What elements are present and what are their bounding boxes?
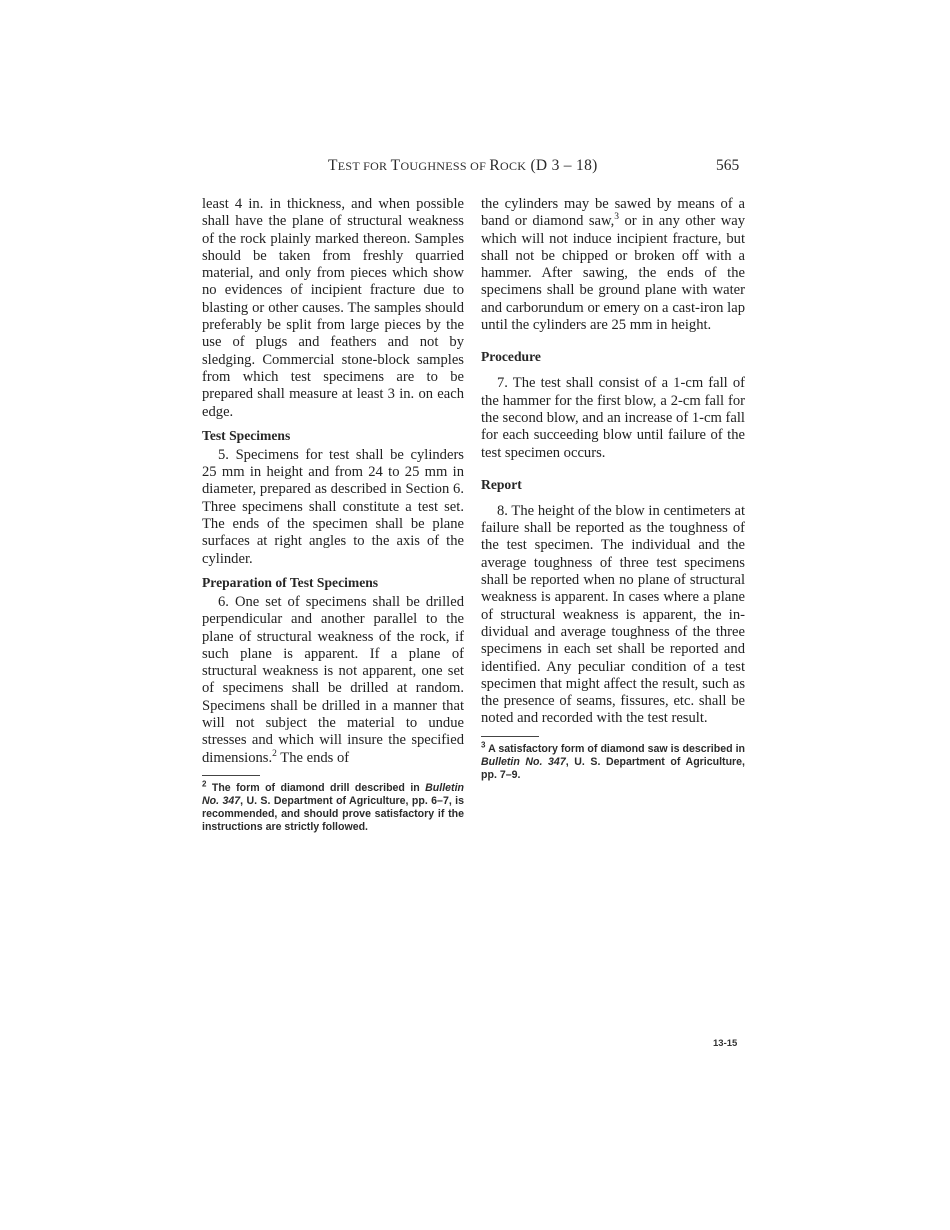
page-number: 565 [716, 157, 740, 174]
footnote-3-text-a: A satisfactory form of diamond saw is described in [485, 742, 745, 755]
left-column [202, 196, 464, 834]
footnote-2-bulletin-title: Bulletin No. 347 [202, 781, 464, 807]
running-head-word-2: OUGHNESS OF [400, 159, 490, 173]
paragraph-section-6-continuation [481, 196, 745, 334]
running-head-initial-2: T [390, 157, 401, 174]
paragraph-section-8: 8. The height of the blow in centimeters at failure shall be reported as the toughness of the test specimen. The individual and the average toughness of three test specimens shall be reported when no plane of structural weakness is apparent. In cases where a plane of structural weakness is apparent, the individual and average toughness of the three specimens in each set shall be reported and identified. Any peculiar condition of a test specimen that might affect the result, such as the presence of seams, fissures, etc. shall be noted and recorded with the test result. [481, 502, 745, 727]
standard-designation: (D 3 – 18) [526, 157, 598, 174]
paragraph-intro-continuation: least 4 in. in thickness, and when possible shall have the plane of structural weakness of the rock plainly marked thereon. Samples should be taken from freshly quarried material, and only from pieces which show no evidences of incipient fracture due to blasting or other causes. The samples should preferably be split from large pieces by the use of plugs and feathers and not by sledging. Commercial stone-block samples from which test specimens are to be prepared shall measure at least 3 in. on each edge. [202, 196, 464, 420]
sheet-identifier: 13-15 [713, 1038, 738, 1049]
heading-report: Report [481, 476, 522, 492]
paragraph-section-6 [202, 594, 464, 767]
footnote-2 [202, 779, 464, 834]
right-column [481, 196, 745, 782]
footnote-3-marker: 3 [481, 740, 486, 750]
footnote-3-bulletin-title: Bulletin No. 347 [481, 755, 566, 768]
footnote-2-marker: 2 [202, 779, 207, 789]
footnote-divider [202, 775, 260, 776]
running-head-word-1: EST FOR [337, 159, 391, 173]
footnote-3 [481, 740, 746, 782]
footnote-reference-2: 2 [272, 748, 277, 759]
footnote-2-text-a: The form of diamond drill described in [206, 781, 426, 794]
footnote-3-text-b: , U. S. Department of Agriculture, pp. 7–9. [481, 755, 746, 781]
paragraph-section-6-body: 6. One set of specimens shall be drilled perpendicular and another parallel to the plane of structural weakness of the rock, if such plane is apparent. If a plane of structural weakness is not apparent, one set of specimens shall be drilled at random. Specimens shall be drilled in a manner that will not subject the material to undue stresses and which will insure the specified dimensions. [202, 593, 464, 766]
footnote-2-text-b: , U. S. Department of Agriculture, pp. 6–7, is recommended, and should prove satisfactory if the instructions are strictly followed. [202, 794, 464, 833]
footnote-divider [481, 736, 539, 737]
heading-test-specimens: Test Specimens [202, 427, 291, 443]
paragraph-section-5: 5. Specimens for test shall be cylinders 25 mm in height and from 24 to 25 mm in diameter, prepared as described in Section 6. Three specimens shall constitute a test set. The ends of the specimen shall be plane surfaces at right angles to the axis of the cylinder. [202, 446, 464, 567]
paragraph-section-6-cont-a: the cylinders may be sawed by means of a band or diamond saw, [481, 196, 745, 230]
heading-procedure: Procedure [481, 349, 541, 365]
paragraph-section-6-tail: The ends of [276, 749, 350, 766]
running-head [328, 157, 598, 175]
footnote-reference-3: 3 [614, 212, 620, 223]
paragraph-section-7: 7. The test shall consist of a 1-cm fall of the hammer for the first blow, a 2-cm fall for the second blow, and an increase of 1-cm fall for each succeeding blow until failure of the test specimen occurs. [481, 375, 745, 461]
running-head-initial-3: R [489, 157, 501, 174]
running-head-initial-1: T [328, 157, 338, 174]
paragraph-section-6-cont-b: or in any other way which will not induce incipient fracture, but shall not be chipped or broken off with a hammer. After sawing, the ends of the specimens shall be ground plane with water and carborundum or emery on a cast-iron lap until the cylinders are 25 mm in height. [481, 213, 746, 334]
running-head-word-3: OCK [500, 159, 527, 173]
heading-preparation-of-test-specimens: Preparation of Test Specimens [202, 574, 379, 590]
